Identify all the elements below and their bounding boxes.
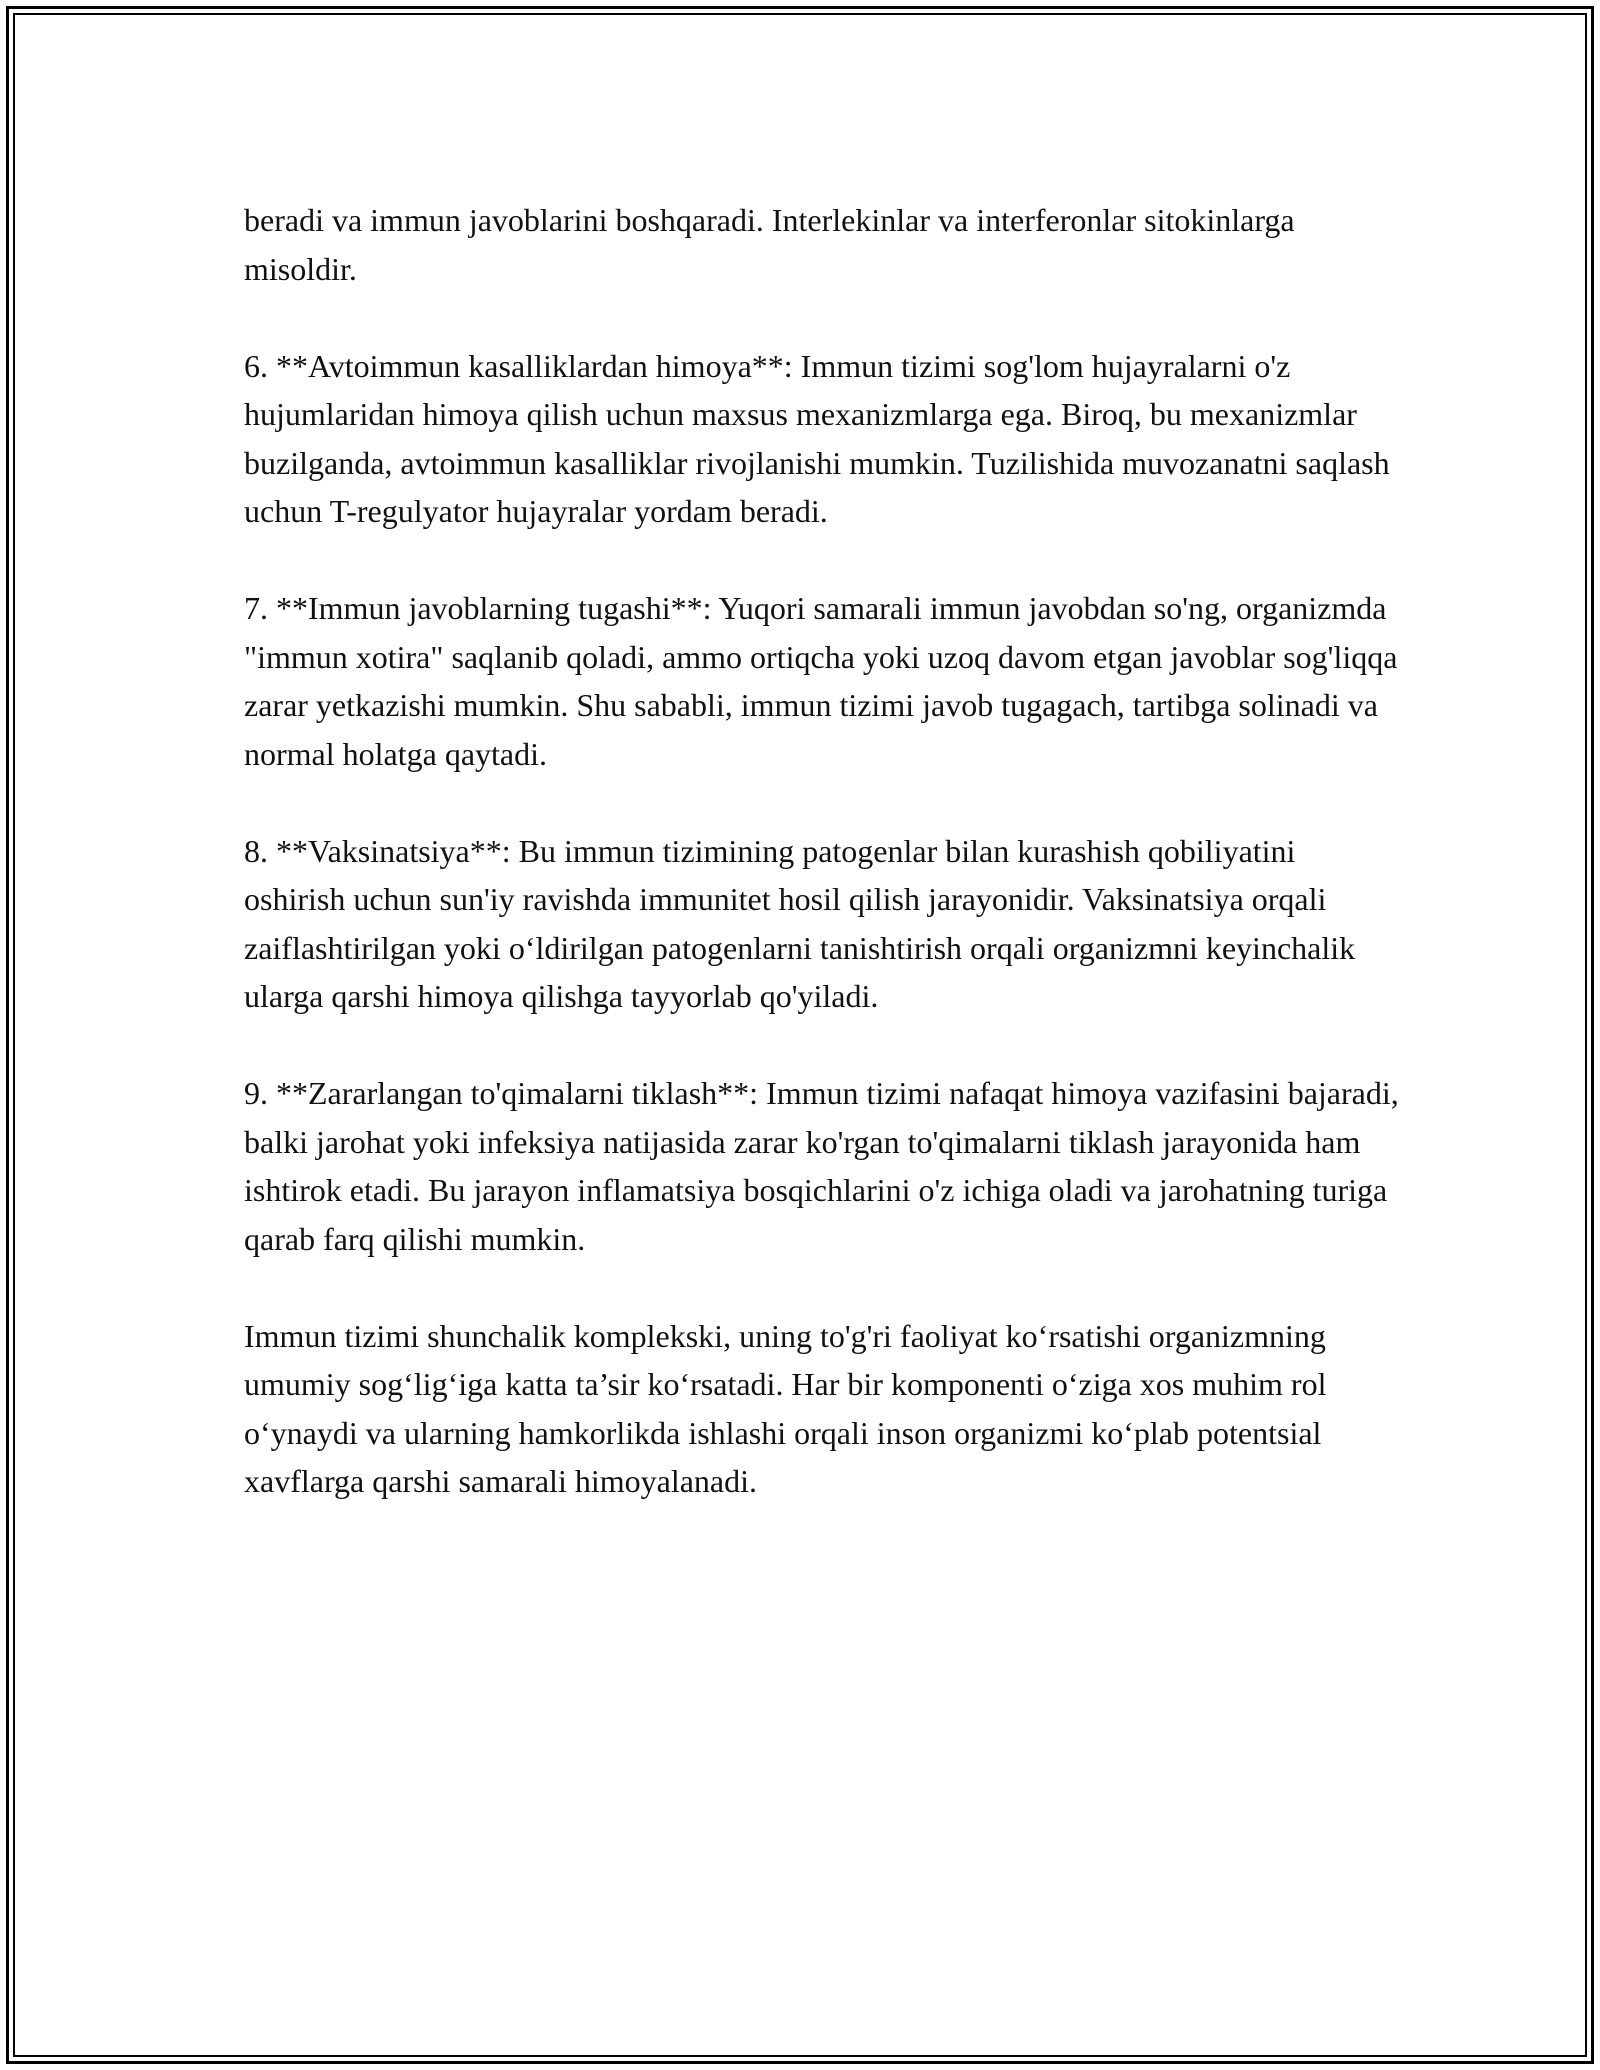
paragraph-immune-response-ending: 7. **Immun javoblarning tugashi**: Yuqori samarali immun javobdan so'ng, organizmda "immun xotira" saqlanib qoladi, ammo ortiqcha yoki uzoq davom etgan javoblar sog'liqqa zarar yetkazishi mumkin. Shu sababli, immun tizimi javob tugagach, tartibga solinadi va normal holatga qaytadi. [244, 590, 1398, 772]
paragraph-cytokines-continuation: beradi va immun javoblarini boshqaradi. Interlekinlar va interferonlar sitokinlarga misoldir. [244, 202, 1295, 287]
paragraph-autoimmune-protection: 6. **Avtoimmun kasalliklardan himoya**: Immun tizimi sog'lom hujayralarni o'z hujumlaridan himoya qilish uchun maxsus mexanizmlarga ega. Biroq, bu mexanizmlar buzilganda, avtoimmun kasalliklar rivojlanishi mumkin. Tuzilishida muvozanatni saqlash uchun T-regulyator hujayralar yordam beradi. [244, 347, 1390, 529]
page-frame [6, 6, 1594, 2064]
paragraph-vaccination: 8. **Vaksinatsiya**: Bu immun tizimining patogenlar bilan kurashish qobiliyatini oshirish uchun sun'iy ravishda immunitet hosil qilish jarayonidir. Vaksinatsiya orqali zaiflashtirilgan yoki o‘ldirilgan patogenlarni tanishtirish orqali organizmni keyinchalik ularga qarshi himoya qilishga tayyorlab qo'yiladi. [244, 832, 1356, 1014]
paragraph-tissue-repair: 9. **Zararlangan to'qimalarni tiklash**: Immun tizimi nafaqat himoya vazifasini bajaradi, balki jarohat yoki infeksiya natijasida zarar ko'rgan to'qimalarni tiklash jarayonida ham ishtirok etadi. Bu jarayon inflamatsiya bosqichlarini o'z ichiga oladi va jarohatning turiga qarab farq qilishi mumkin. [244, 1075, 1399, 1257]
paragraph-conclusion: Immun tizimi shunchalik komplekski, uning to'g'ri faoliyat ko‘rsatishi organizmning umumiy sog‘lig‘iga katta ta’sir ko‘rsatadi. Har bir komponenti o‘ziga xos muhim rol o‘ynaydi va ularning hamkorlikda ishlashi orqali inson organizmi ko‘plab potentsial xavflarga qarshi samarali himoyalanadi. [244, 1317, 1327, 1499]
document-body [244, 196, 1404, 1554]
